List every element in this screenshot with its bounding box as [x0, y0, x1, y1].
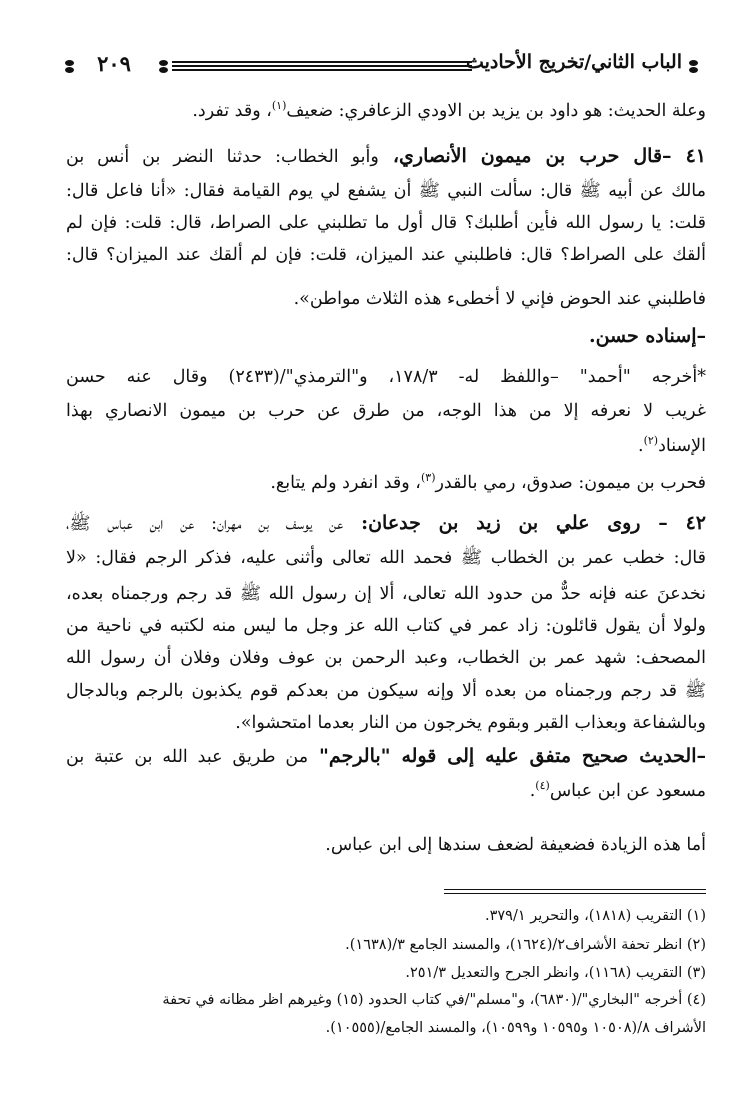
text-line: وبالشفاعة وبعذاب القبر وبقوم يخرجون من النار بعدما امتحشوا».: [235, 713, 706, 733]
hadith-42-heading-line: [66, 510, 706, 537]
hadith-heading: ٤١ –قال حرب بن ميمون الأنصاري،: [378, 145, 707, 167]
header-ornament: [62, 60, 76, 74]
text-run: من طريق عبد الله بن عتبة بن: [66, 747, 309, 767]
text-line: ﷺ قد رجم ورجمناه من بعده ألا وإنه سيكون من بعدكم قوم يكذبون بالرجم وبالدجال: [66, 681, 706, 701]
text-run: ، وقد انفرد ولم يتابع.: [270, 473, 421, 493]
text-line: نخدعنَ عنه فإنه حدٌّ من حدود الله تعالى، ألا إن رسول الله ﷺ قد رجم ورجمناه بعده،: [66, 584, 706, 604]
grading-text: –الحديث صحيح متفق عليه إلى قوله "بالرجم": [308, 745, 707, 767]
text-line: فاطلبني عند الحوض فإني لا أخطىء هذه الثلاث مواطن».: [293, 289, 706, 309]
footnote-separator: [444, 889, 706, 890]
text-line: أما هذه الزيادة فضعيفة لضعف سندها إلى ابن عباس.: [325, 835, 706, 855]
text-line: ولولا أن يقول قائلون: زاد عمر في كتاب الله عز وجل ما ليس منه لكتبه في ناحية من: [66, 616, 706, 636]
text-line: *أخرجه "أحمد" –واللفظ له- ١٧٨/٣، و"الترمذي"/(٢٤٣٣) وقال عنه حسن: [66, 367, 706, 387]
grading-line: [589, 323, 706, 350]
chapter-title: الباب الثاني/تخريج الأحاديث: [465, 51, 682, 73]
text-run: ، وقد تفرد.: [192, 101, 272, 121]
text-line: قال: خطب عمر بن الخطاب ﷺ فحمد الله تعالى وأثنى عليه، فذكر الرجم فقال: «لا: [66, 548, 706, 568]
header-ornament: [686, 60, 700, 74]
grading-text: –إسناده حسن.: [588, 325, 706, 347]
text-run: وأبو الخطاب: حدثنا النضر بن أنس بن: [66, 147, 379, 167]
text-line: ألقك على الصراط؟ قال: فاطلبني عند الميزان، قلت: فإن لم ألقك عند الميزان؟ قال:: [66, 245, 706, 265]
footnote-ref: (١): [271, 99, 287, 113]
hadith-heading: ٤٢ – روى علي بن زيد بن جدعان:: [343, 512, 706, 534]
page-number: ٢٠٩: [97, 51, 131, 76]
hadith-grading-line: [66, 743, 706, 770]
footnote: (٢) انظر تحفة الأشراف٢/(١٦٢٤)، والمسند الجامع ٣/(١٦٣٨).: [345, 937, 706, 953]
footnote-ref: (٣): [420, 471, 436, 485]
text-run: فحرب بن ميمون: صدوق، رمي بالقدر: [435, 473, 706, 493]
text-line: [192, 98, 706, 124]
footnote: (٣) التقريب (١١٦٨)، وانظر الجرح والتعديل ٢٥١/٣.: [405, 965, 706, 981]
text-line: غريب لا نعرفه إلا من هذا الوجه، من طرق عن حرب بن ميمون الانصاري بهذا: [66, 401, 706, 421]
hadith-41-heading-line: [66, 143, 706, 170]
text-run: .: [529, 781, 536, 801]
footnote: (١) التقريب (١٨١٨)، والتحرير ٣٧٩/١.: [484, 908, 706, 924]
text-run: .: [637, 436, 644, 456]
footnote-separator: [444, 893, 706, 894]
text-run: عن يوسف بن مهران: عن ابن عباس ﷺ،: [66, 514, 344, 534]
header-ornament: [156, 60, 170, 74]
text-line: قلت: يا رسول الله فأين أطلبك؟ قال أول ما تطلبني على الصراط، قال: قلت: فإن لم: [66, 213, 706, 233]
text-run: مسعود عن ابن عباس: [549, 781, 706, 801]
text-line: المصحف: شهد عمر بن الخطاب، وعبد الرحمن بن عوف وفلان وفلان أن رسول الله: [66, 648, 706, 668]
text-run: الإسناد: [658, 436, 706, 456]
header-triple-rule: [172, 59, 472, 73]
running-header: [62, 50, 696, 84]
text-line: [270, 470, 706, 496]
footnote-ref: (٢): [643, 434, 659, 448]
footnote: (٤) أخرجه "البخاري"/(٦٨٣٠)، و"مسلم"/في كتاب الحدود (١٥) وغيرهم اظر مظانه في تحفة: [162, 992, 706, 1008]
text-line: مالك عن أبيه ﷺ قال: سألت النبي ﷺ أن يشفع لي يوم القيامة فقال: «أنا فاعل قال:: [66, 181, 706, 201]
text-line: [66, 433, 706, 459]
footnote-ref: (٤): [535, 779, 550, 793]
footnote: الأشراف ٨/(١٠٥٠٨ و١٠٥٩٥ و١٠٥٩٩)، والمسند الجامع/(١٠٥٥٥).: [325, 1020, 706, 1036]
text-run: وعلة الحديث: هو داود بن يزيد بن الاودي الزعافري: ضعيف: [286, 101, 706, 121]
text-line: [66, 778, 706, 804]
